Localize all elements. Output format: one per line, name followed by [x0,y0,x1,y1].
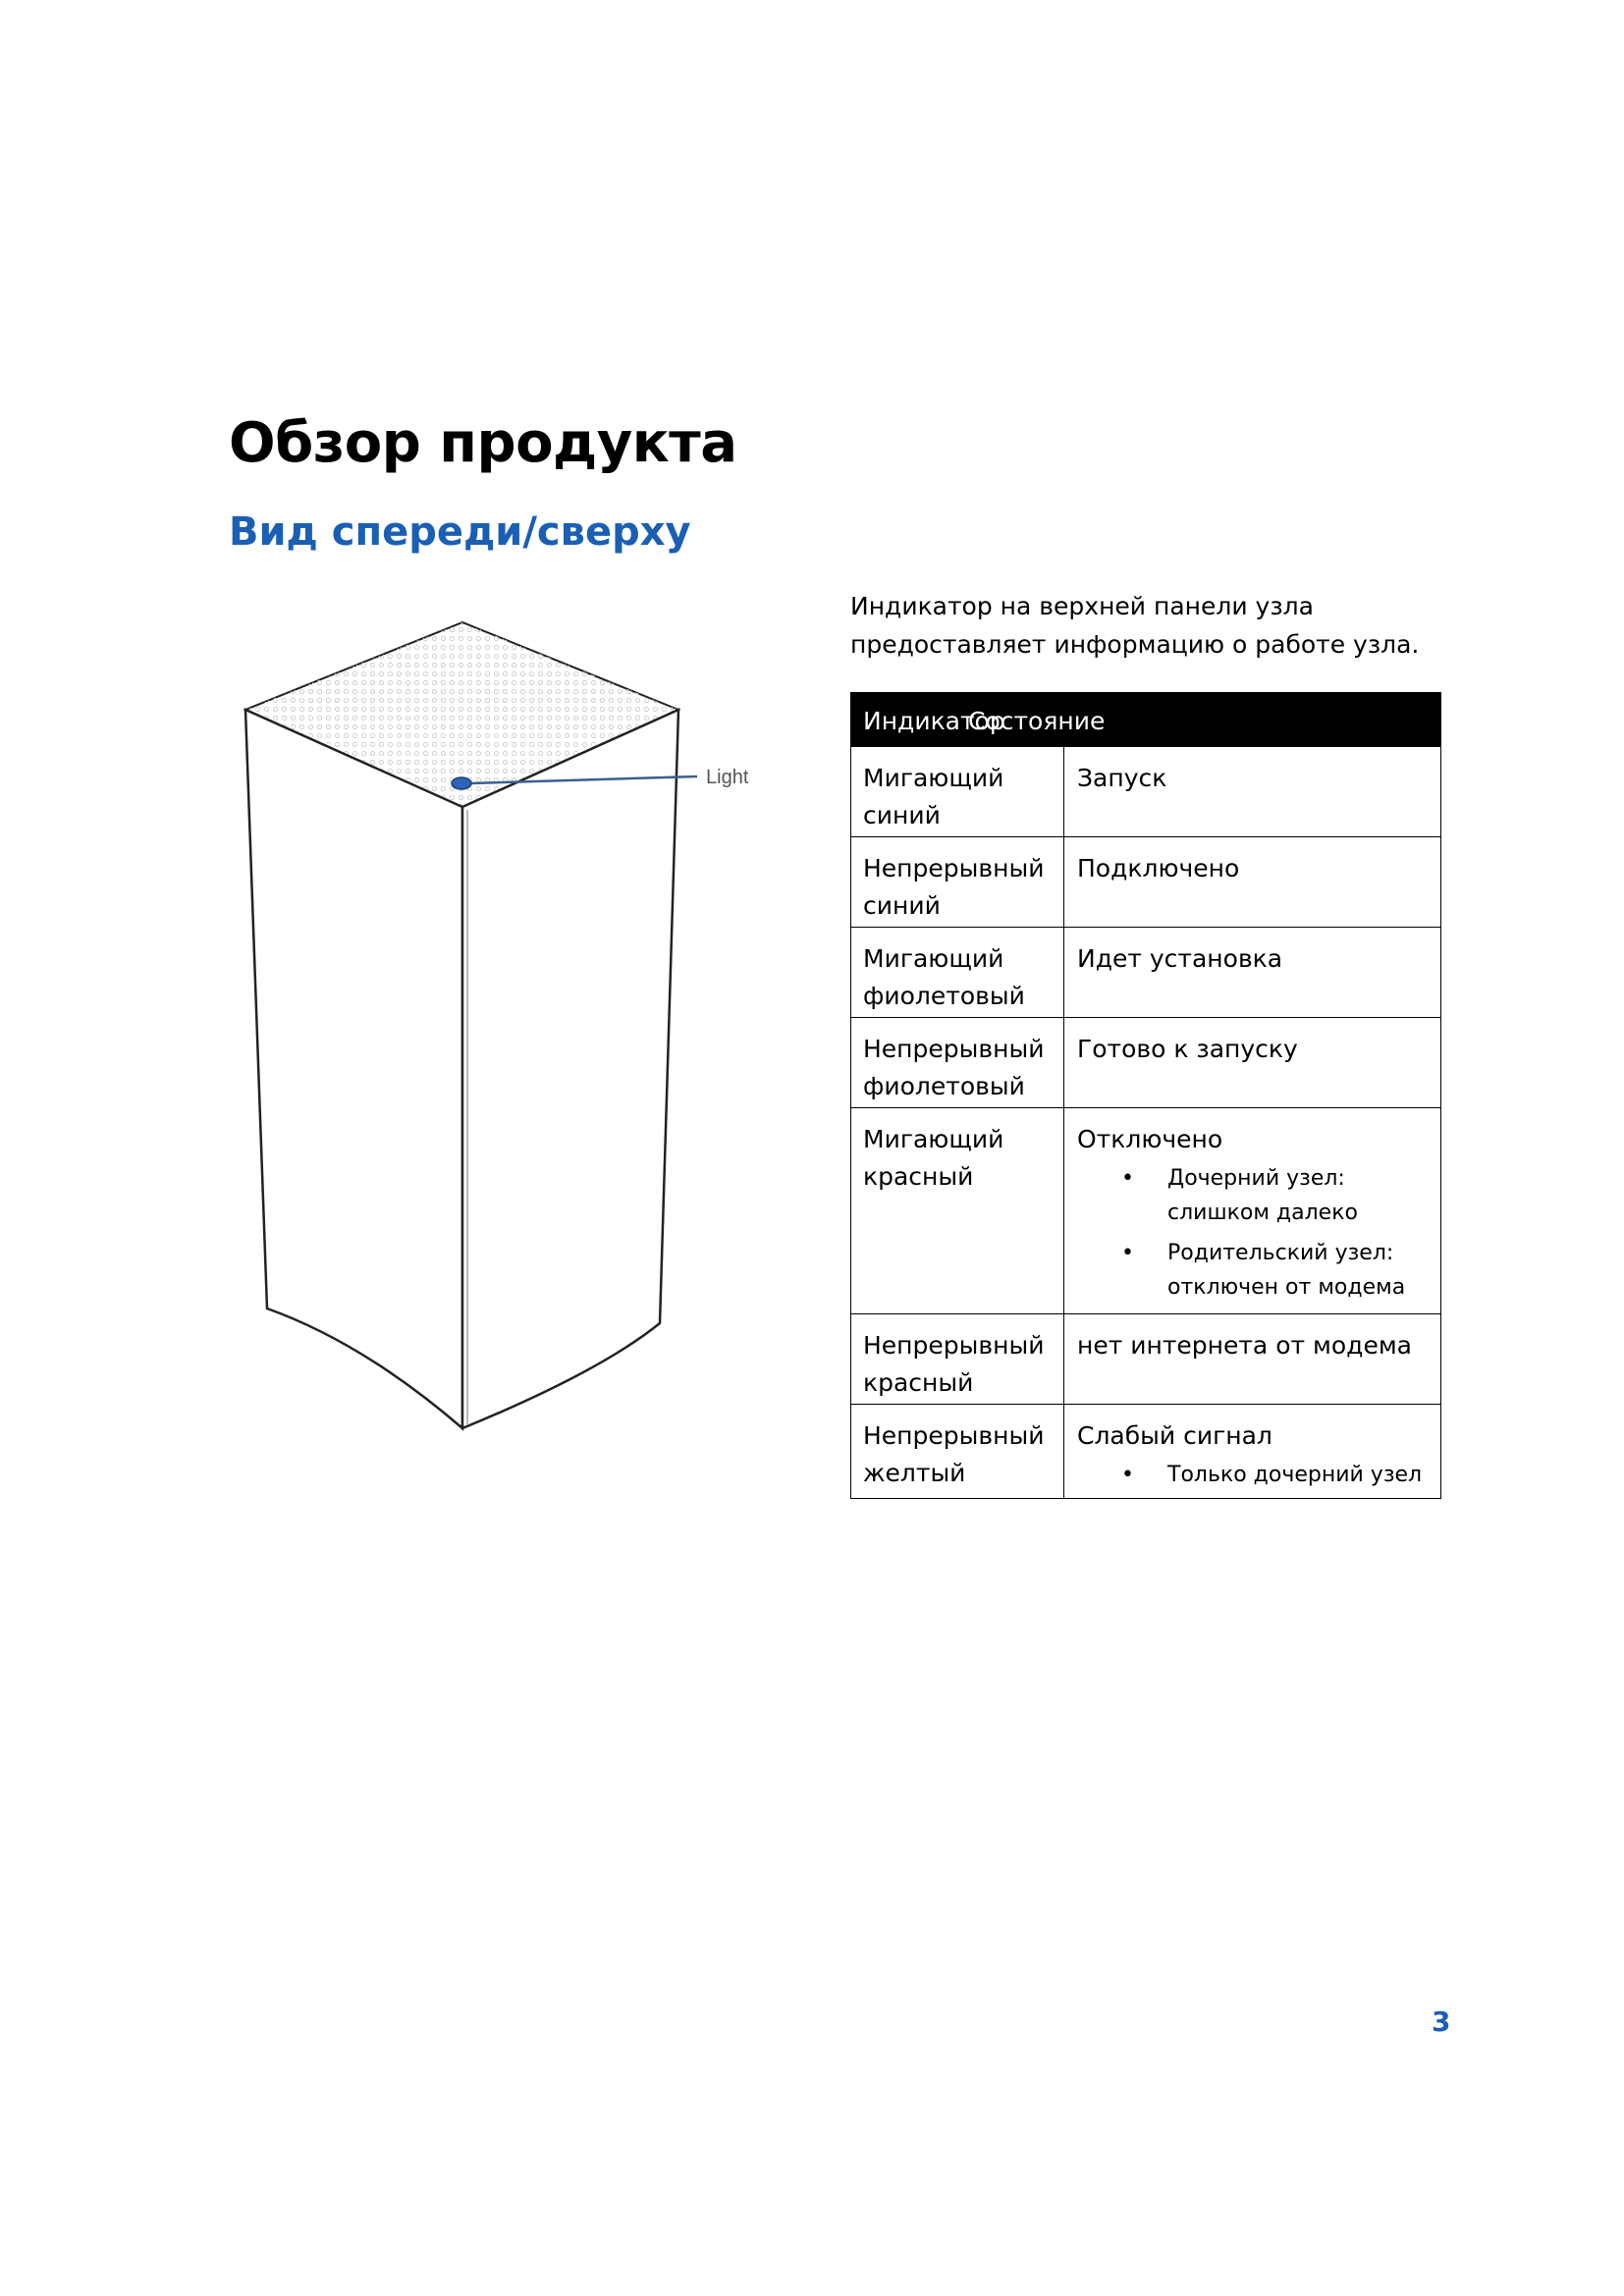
status-cell: нет интернета от модема [1064,1314,1441,1405]
status-cell: Готово к запуску [1064,1018,1441,1108]
router-node-icon [236,616,766,1441]
header-indicator: Индикатор [851,693,1064,747]
status-cell: Отключено • Дочерний узел: слишком далеко • Родительский узел: отключен от модема [1064,1108,1441,1314]
status-cell: Идет установка [1064,928,1441,1018]
product-illustration [236,616,766,1441]
table-row [851,1018,1441,1108]
table-row [851,1405,1441,1499]
page-title: Обзор продукта [229,411,737,475]
intro-text: Индикатор на верхней панели узла предоставляет информацию о работе узла. [850,592,1420,659]
status-notes [1077,1161,1440,1305]
list-item: • Только дочерний узел [1121,1463,1423,1487]
indicator-cell: Мигающий красный [851,1108,1064,1314]
list-item: • Дочерний узел: слишком далеко [1121,1166,1358,1225]
indicator-cell: Мигающий синий [851,747,1064,837]
table-row [851,1108,1441,1314]
indicator-cell: Мигающий фиолетовый [851,928,1064,1018]
status-cell: Запуск [1064,747,1441,837]
table-row [851,928,1441,1018]
light-indicator [452,777,471,789]
table-row [851,747,1441,837]
indicator-cell: Непрерывный синий [851,837,1064,928]
indicator-cell: Непрерывный фиолетовый [851,1018,1064,1108]
table-row [851,1314,1441,1405]
section-title: Вид спереди/сверху [229,509,691,555]
led-status-table [850,692,1441,1499]
table-header-row [851,693,1441,747]
list-item: • Родительский узел: отключен от модема [1121,1241,1406,1300]
indicator-cell: Непрерывный красный [851,1314,1064,1405]
header-status: Состояние [1064,693,1441,747]
page-number: 3 [1432,2005,1451,2038]
status-notes [1077,1458,1440,1492]
indicator-cell: Непрерывный желтый [851,1405,1064,1499]
status-cell: Слабый сигнал • Только дочерний узел [1064,1405,1441,1499]
light-callout-label: Light [706,767,749,788]
status-cell: Подключено [1064,837,1441,928]
table-row [851,837,1441,928]
